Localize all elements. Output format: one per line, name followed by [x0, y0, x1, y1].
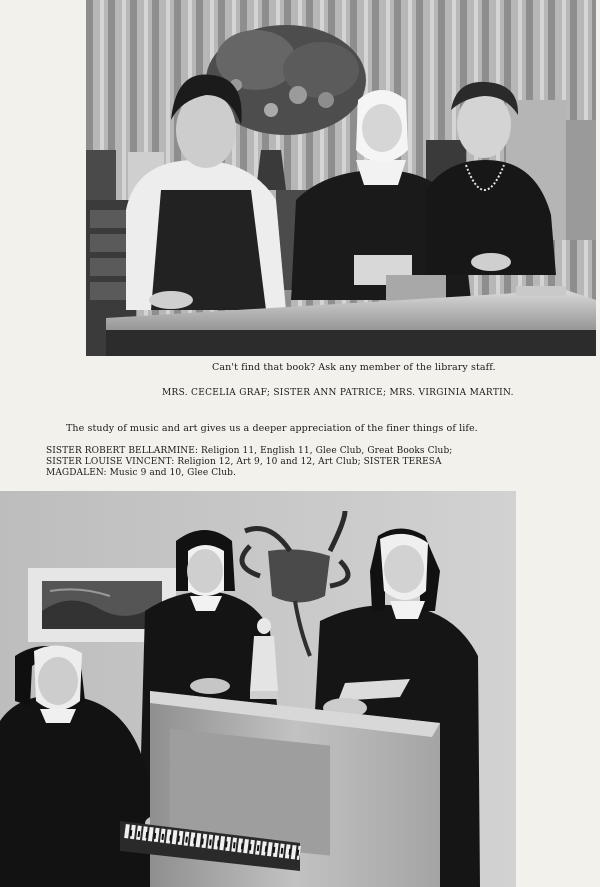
- bottom-photo-names: [46, 446, 453, 479]
- music-art-illustration: [0, 491, 516, 887]
- top-photo-caption: Can't find that book? Ask any member of the library staff.: [212, 362, 496, 373]
- music-art-sisters-photo: [0, 491, 516, 887]
- upright-piano: [120, 691, 440, 887]
- library-staff-illustration: [86, 0, 596, 356]
- library-staff-photo: [86, 0, 596, 356]
- bottom-photo-caption: The study of music and art gives us a deeper appreciation of the finer things of life.: [66, 423, 478, 434]
- names-line-2: SISTER LOUISE VINCENT: Religion 12, Art 9, 10 and 12, Art Club; SISTER TERESA: [46, 457, 442, 467]
- top-photo-names: MRS. CECELIA GRAF; SISTER ANN PATRICE; MRS. VIRGINIA MARTIN.: [162, 388, 514, 398]
- names-line-3: MAGDALEN: Music 9 and 10, Glee Club.: [46, 468, 236, 478]
- names-line-1: SISTER ROBERT BELLARMINE: Religion 11, English 11, Glee Club, Great Books Club;: [46, 446, 453, 456]
